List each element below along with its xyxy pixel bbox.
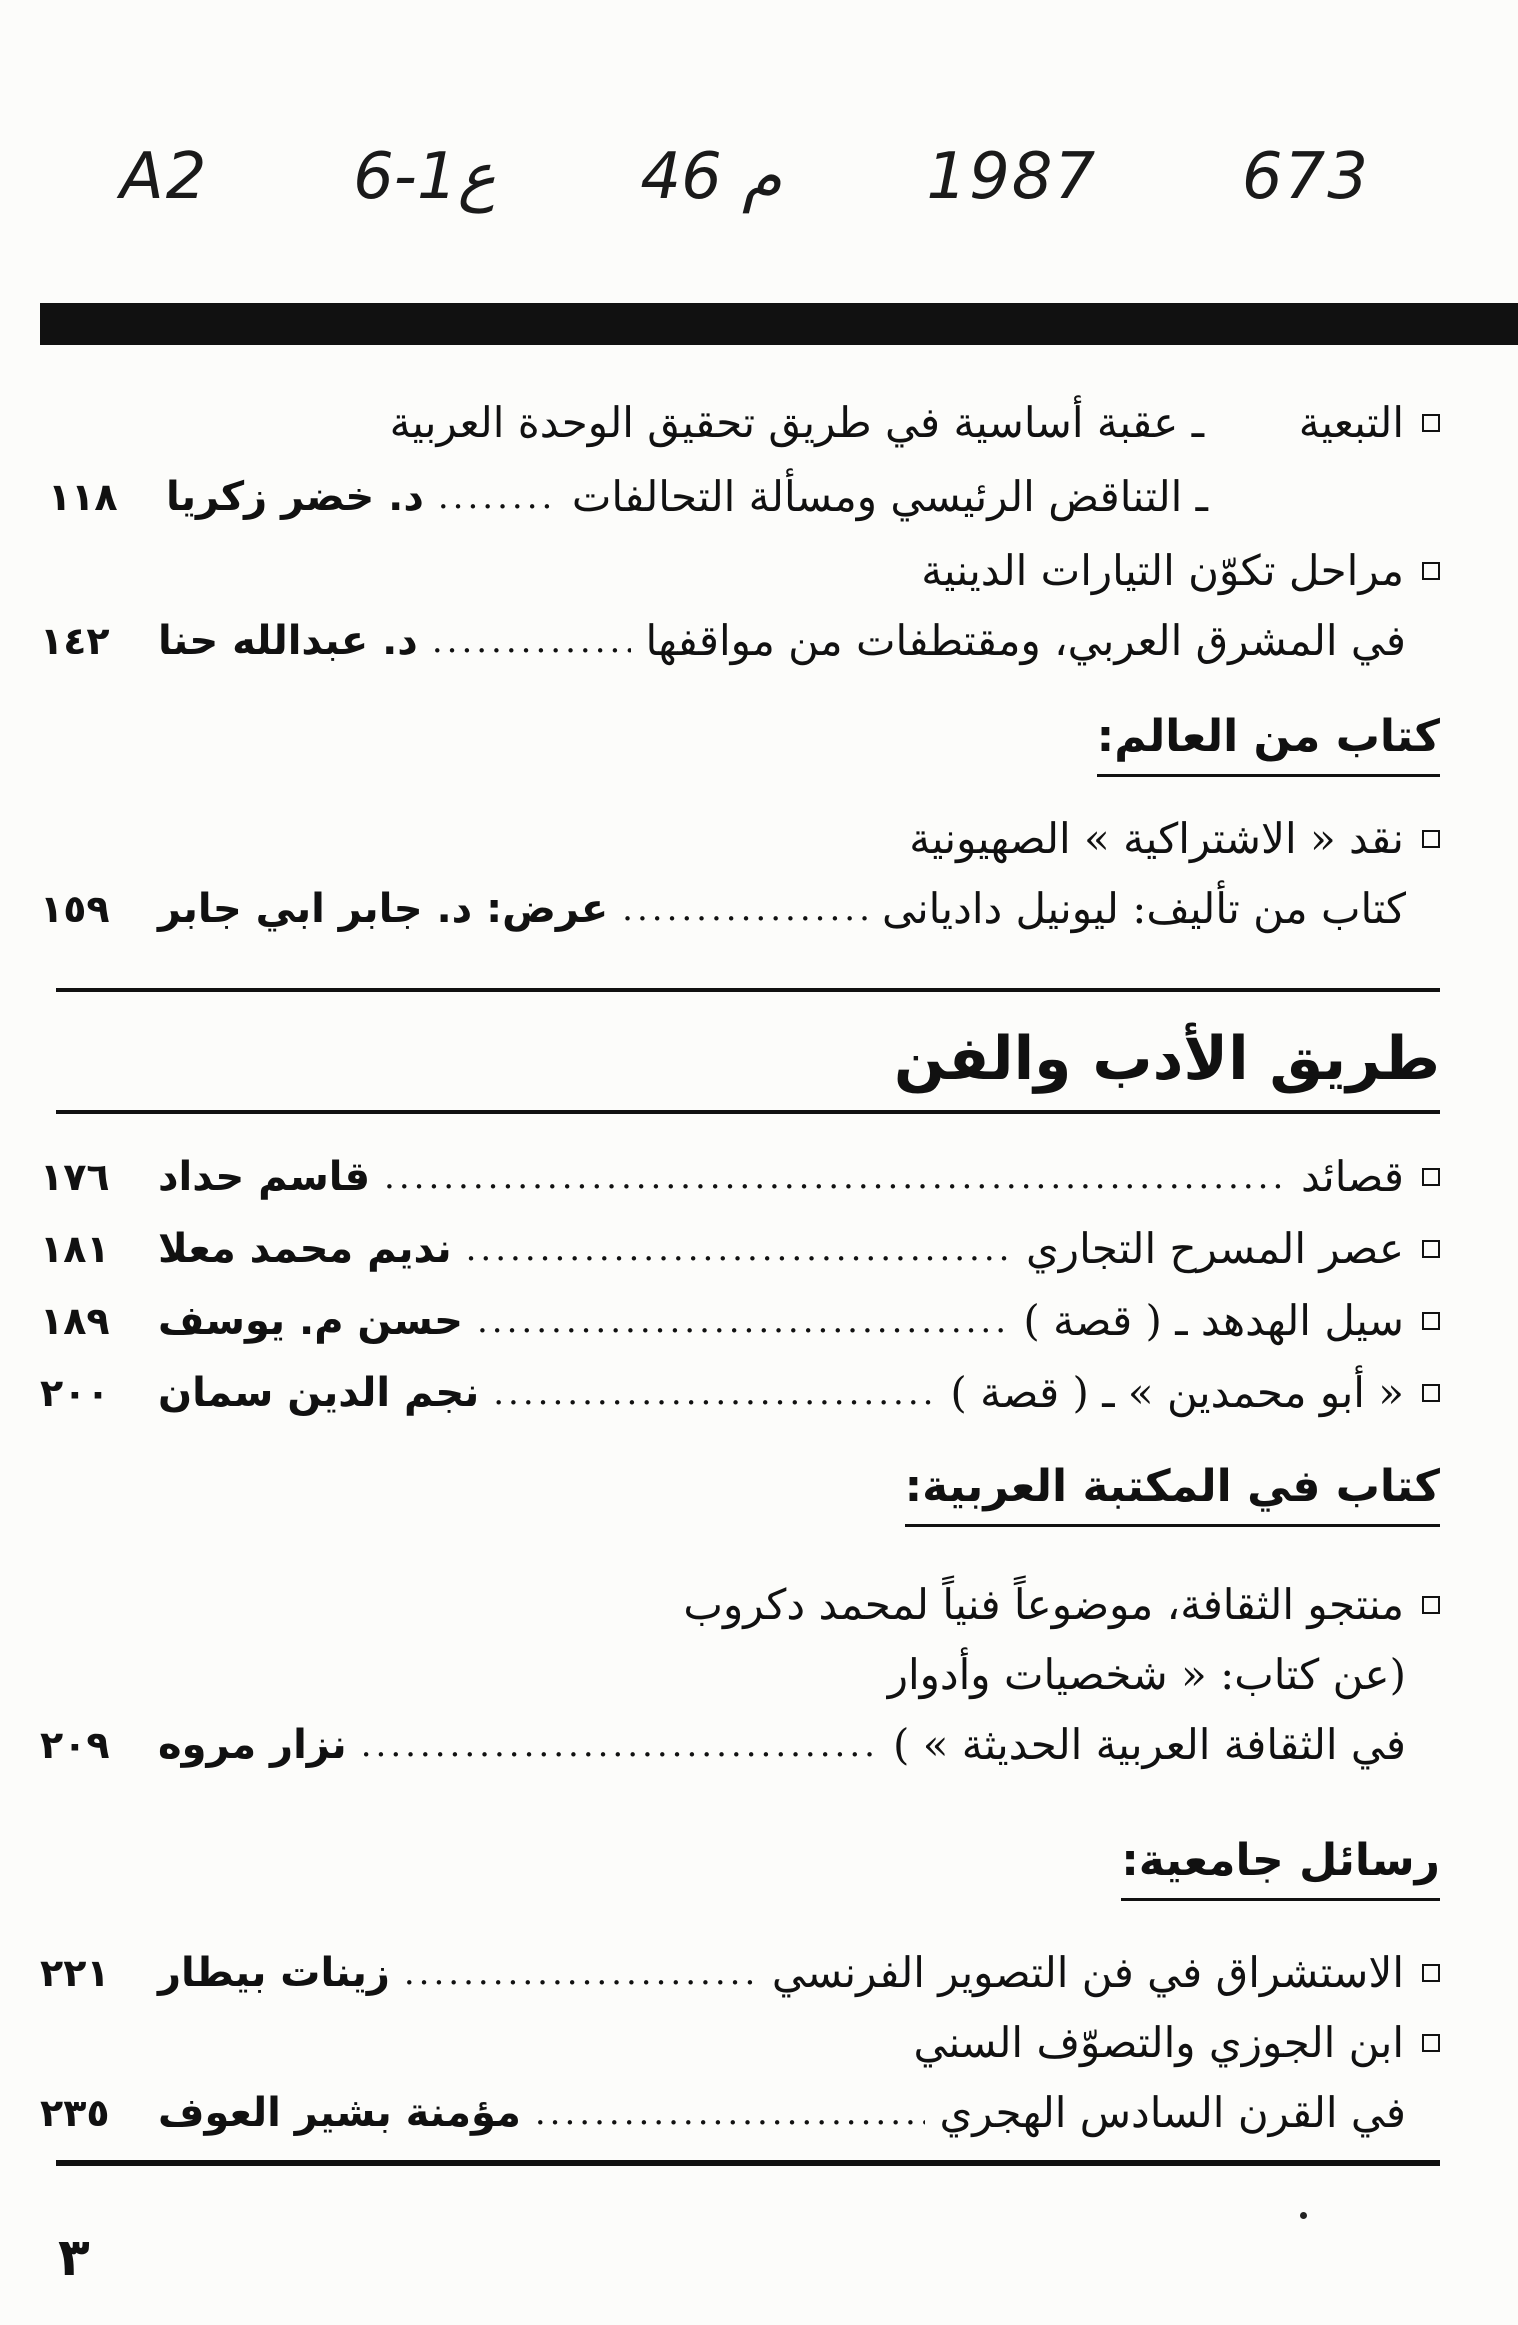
entry-title: ابن الجوزي والتصوّف السني [913,2018,1404,2067]
square-bullet-icon [1422,1384,1440,1402]
leader-dots [622,876,868,942]
toc-entry-hoopoe-flood[interactable] [40,1288,1440,1354]
entry-page: ١٧٦ [40,1155,110,1199]
square-bullet-icon [1422,562,1440,580]
entry-title: مراحل تكوّن التيارات الدينية [921,546,1404,595]
square-bullet-icon [1422,1240,1440,1258]
entry-title: في المشرق العربي، ومقتطفات من مواقفها [645,616,1406,665]
speck [1300,2212,1307,2219]
entry-author: د. خضر زكريا [165,474,424,520]
leader-dots [361,1712,879,1778]
entry-author: قاسم حداد [158,1154,371,1200]
bottom-rule [56,2160,1440,2166]
toc-entry-orientalism[interactable] [40,1940,1440,2006]
toc-entry-zionist-socialism-cont[interactable] [40,876,1440,942]
entry-title: سيل الهدهد ـ ( قصة ) [1023,1296,1404,1345]
entry-author: نزار مروه [158,1722,347,1768]
hand-code-3: 46 م [640,140,782,214]
toc-entry-abu-muhammadain[interactable] [40,1360,1440,1426]
entry-author-line: كتاب من تأليف: ليونيل داديانى [881,884,1406,933]
toc-entry-contradiction[interactable] [40,464,1440,530]
leader-dots [404,1940,758,2006]
entry-title: الاستشراق في فن التصوير الفرنسي [771,1948,1404,1997]
entry-title: ـ التناقض الرئيسي ومسألة التحالفات [571,472,1208,521]
toc-entry-dependency[interactable] [40,390,1440,456]
square-bullet-icon [1422,2034,1440,2052]
entry-subtitle: ـ عقبة أساسية في طريق تحقيق الوحدة العربية [389,398,1204,447]
entry-subtitle: (عن كتاب: « شخصيات وأدوار [887,1650,1406,1699]
entry-page: ١٨٩ [40,1299,110,1343]
toc-entry-culture-producers-line2[interactable] [40,1642,1440,1708]
entry-subtitle: في الثقافة العربية الحديثة » ) [893,1720,1406,1769]
section-rule-bottom [56,1110,1440,1114]
entry-subtitle: في القرن السادس الهجري [939,2088,1406,2137]
entry-page: ٢٠٩ [40,1723,110,1767]
toc-entry-culture-producers[interactable] [40,1572,1440,1638]
entry-title: نقد « الاشتراكية » الصهيونية [909,814,1404,863]
entry-page: ٢٠٠ [40,1371,110,1415]
section-rule-top [56,988,1440,992]
toc-entry-culture-producers-line3[interactable] [40,1712,1440,1778]
entry-page: ١١٨ [47,475,118,519]
toc-entry-ibn-jawzi[interactable] [40,2010,1440,2076]
toc-entry-zionist-socialism[interactable] [40,806,1440,872]
square-bullet-icon [1422,830,1440,848]
toc-entry-religious-currents[interactable] [40,538,1440,604]
page-number: ٣ [58,2228,90,2288]
toc-entry-religious-currents-cont[interactable] [40,608,1440,674]
leader-dots [466,1216,1012,1282]
hand-code-4: 1987 [926,140,1098,214]
entry-author: مؤمنة بشير العوف [158,2090,521,2136]
hand-code-5: 673 [1241,140,1370,214]
leader-dots [384,1144,1287,1210]
entry-title: منتجو الثقافة، موضوعاً فنياً لمحمد دكروب [683,1580,1404,1629]
entry-author: د. عبدالله حنا [158,618,418,664]
entry-author: زينات بيطار [158,1950,390,1996]
entry-title: « أبو محمدين » ـ ( قصة ) [950,1368,1404,1417]
top-black-bar [40,303,1518,345]
toc-entry-ibn-jawzi-cont[interactable] [40,2080,1440,2146]
entry-title: قصائد [1300,1152,1404,1201]
toc-entry-poems[interactable] [40,1144,1440,1210]
entry-page: ١٨١ [40,1227,110,1271]
toc-entry-commercial-theatre[interactable] [40,1216,1440,1282]
square-bullet-icon [1422,1168,1440,1186]
entry-author: نجم الدين سمان [158,1370,480,1416]
heading-theses: رسائل جامعية: [1121,1830,1440,1901]
square-bullet-icon [1422,1596,1440,1614]
square-bullet-icon [1422,1312,1440,1330]
entry-page: ١٥٩ [40,887,110,931]
leader-dots [438,464,558,530]
leader-dots [535,2080,926,2146]
entry-reviewer: عرض: د. جابر ابي جابر [158,886,609,932]
square-bullet-icon [1422,1964,1440,1982]
entry-author: نديم محمد معلا [158,1226,452,1272]
entry-page: ١٤٢ [40,619,110,663]
square-bullet-icon [1422,414,1440,432]
entry-page: ٢٢١ [40,1951,110,1995]
heading-arab-library: كتاب في المكتبة العربية: [905,1456,1440,1527]
hand-code-1: A2 [120,140,209,214]
entry-author: حسن م. يوسف [158,1298,463,1344]
entry-title: التبعية [1298,398,1404,447]
entry-page: ٢٣٥ [40,2091,110,2135]
leader-dots [432,608,632,674]
hand-code-2: 6-1ع [353,140,496,214]
heading-world-books: كتاب من العالم: [1097,706,1440,777]
handwritten-catalog-note [120,140,1370,214]
entry-title: عصر المسرح التجاري [1025,1224,1404,1273]
section-title-literature: طريق الأدب والفن [893,1024,1440,1094]
leader-dots [477,1288,1009,1354]
leader-dots [493,1360,936,1426]
